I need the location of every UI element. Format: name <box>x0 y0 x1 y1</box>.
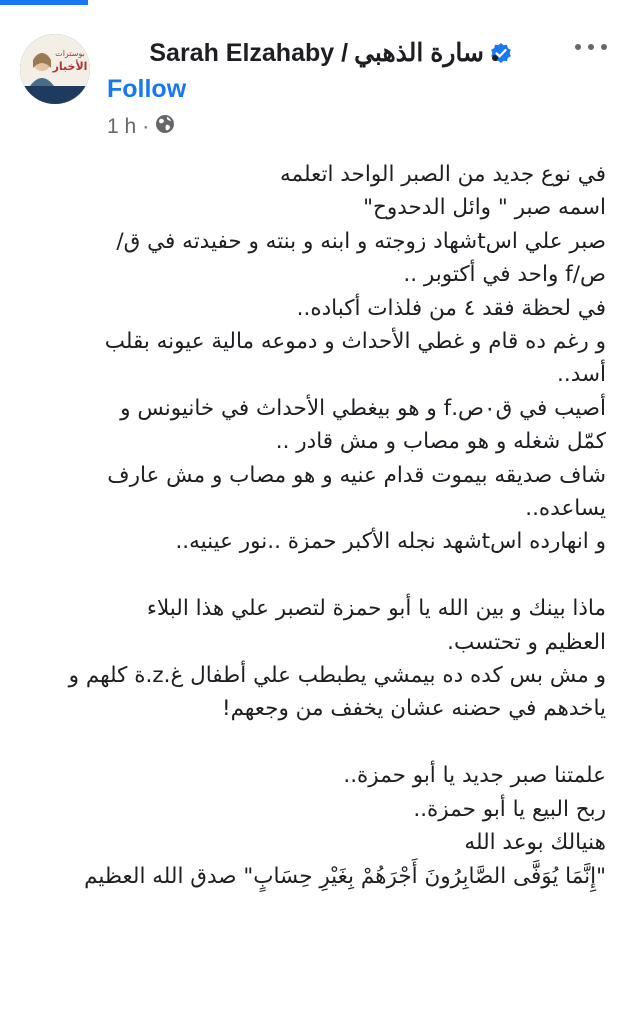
post-text-line: أسد.. <box>557 362 606 388</box>
globe-icon[interactable] <box>155 114 175 140</box>
post-text-line: أصيب في ق٠ص.f و هو بيغطي الأحداث في خانيونس و <box>120 395 606 421</box>
post-text-line: و رغم ده قام و غطي الأحداث و دموعه مالية عيونه بقلب <box>104 329 606 355</box>
separator-dot <box>492 55 498 61</box>
post-text-line: يساعده.. <box>525 496 606 522</box>
follow-button[interactable]: Follow <box>107 75 187 103</box>
post-text-line: كمّل شغله و هو مصاب و مش قادر .. <box>275 429 606 455</box>
post-time[interactable]: 1 h <box>107 115 137 138</box>
meta-separator: · <box>142 115 150 138</box>
top-accent-strip <box>0 0 88 5</box>
post-text-line: ربح البيع يا أبو حمزة.. <box>413 796 606 822</box>
more-options-button[interactable] <box>575 40 607 54</box>
post-text-line: شاف صديقه بيموت قدام عنيه و هو مصاب و مش عارف <box>107 462 606 488</box>
avatar-text-mid: الأخبار <box>52 60 88 73</box>
post-text-line: صبر علي اسtشهاد زوجته و ابنه و بنته و حفيدته في ق/ <box>116 228 606 254</box>
post-text-line: هنيالك بوعد الله <box>464 830 606 856</box>
more-dot-icon <box>575 44 581 50</box>
post-blank-line <box>26 559 606 592</box>
avatar-text-top: بوسترات <box>55 49 85 58</box>
post-text-line: ماذا بينك و بين الله يا أبو حمزة لتصبر علي هذا البلاء <box>146 596 606 622</box>
author-name-latin[interactable]: Sarah Elzahaby / <box>149 38 349 67</box>
avatar-image <box>20 34 90 104</box>
post-text-line: ص/f واحد في أكتوبر .. <box>403 262 606 288</box>
author-name-row[interactable] <box>149 38 512 68</box>
more-dot-icon <box>588 44 594 50</box>
post-text-line: علمتنا صبر جديد يا أبو حمزة.. <box>343 763 606 789</box>
post-meta <box>107 114 175 140</box>
post-text-line: العظيم و تحتسب. <box>447 629 606 655</box>
post-text-line: و انهارده اسtشهد نجله الأكبر حمزة ..نور عينيه.. <box>175 529 606 555</box>
post-body <box>26 158 606 893</box>
post-text-line: في لحظة فقد ٤ من فلذات أكباده.. <box>296 295 606 321</box>
post-text-line: اسمه صبر " وائل الدحدوح" <box>363 195 606 221</box>
post-text-line: ياخدهم في حضنه عشان يخفف من وجعهم! <box>221 696 606 722</box>
author-name-arabic[interactable]: سارة الذهبي <box>354 39 484 67</box>
post-blank-line <box>26 726 606 759</box>
post-text-line: "إِنَّمَا يُوَفَّى الصَّابِرُونَ أَجْرَهُمْ بِغَيْرِ حِسَابٍ" صدق الله العظيم <box>84 863 606 889</box>
avatar[interactable] <box>20 34 90 104</box>
more-dot-icon <box>601 44 607 50</box>
post-text-line: في نوع جديد من الصبر الواحد اتعلمه <box>280 162 606 187</box>
post-text-line: و مش بس كده ده بيمشي يطبطب علي أطفال غ.z.ة كلهم و <box>68 663 606 689</box>
